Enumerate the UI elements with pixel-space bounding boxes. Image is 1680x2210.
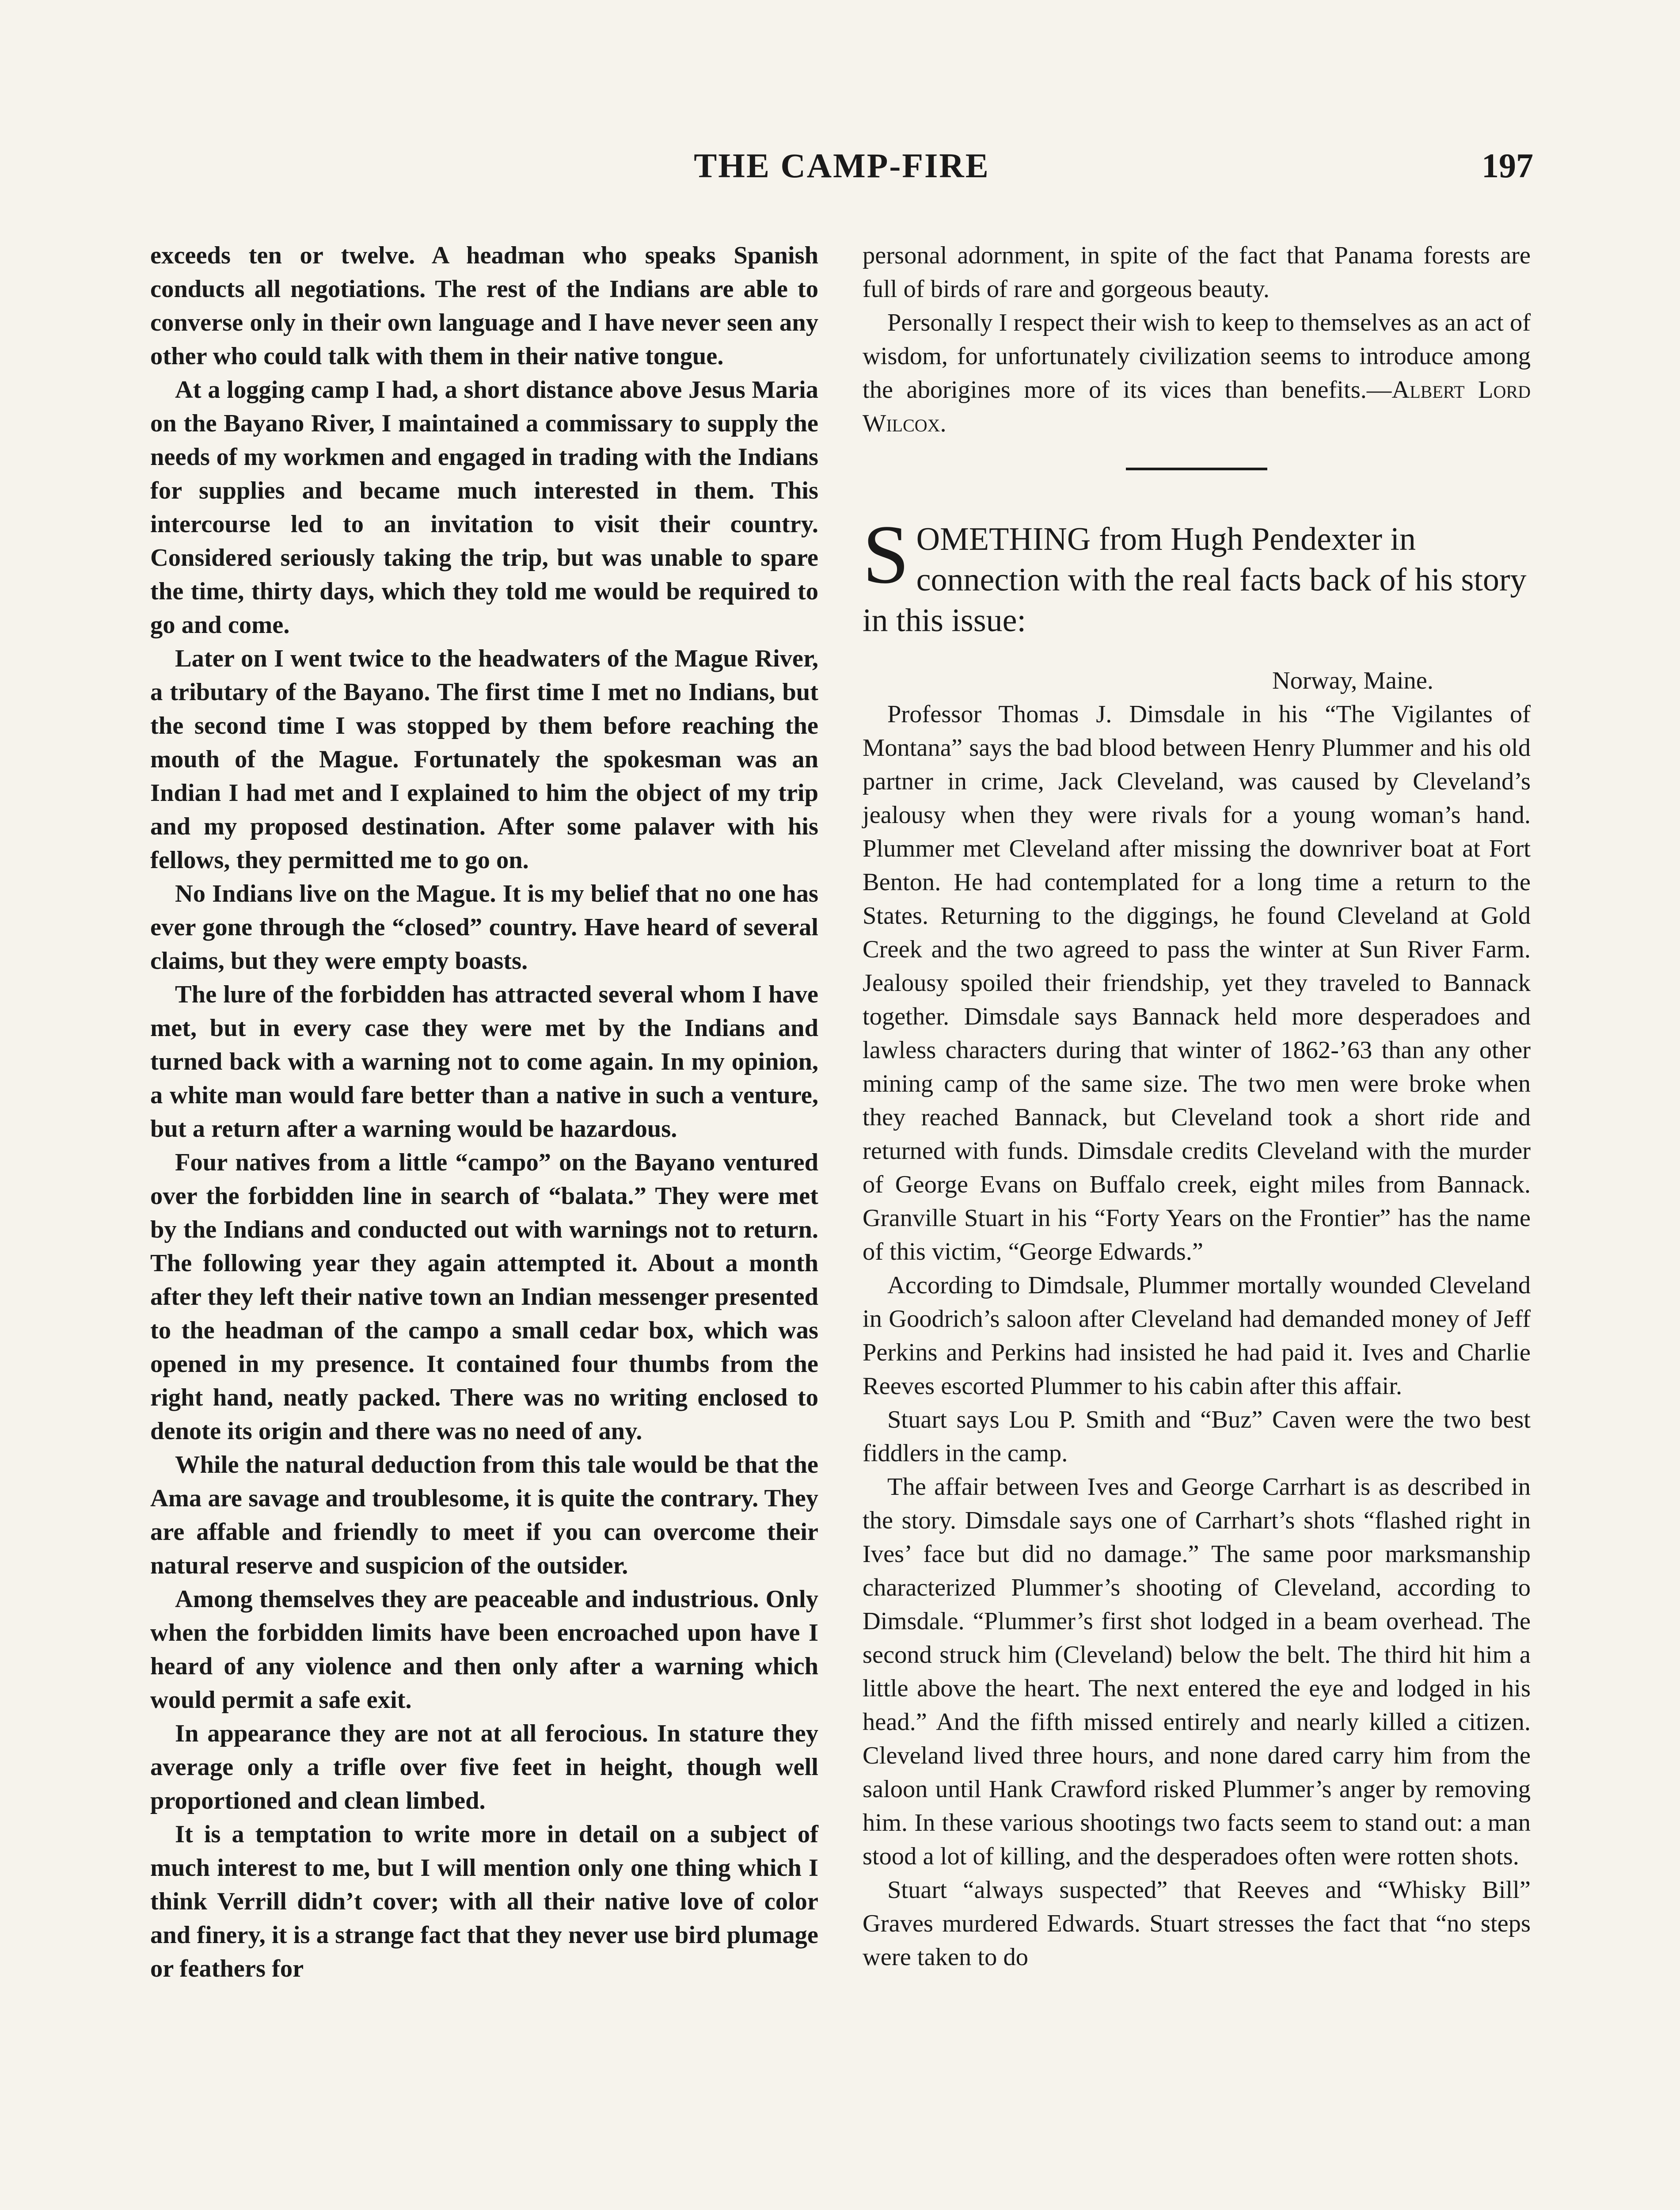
page-number: 197: [1482, 146, 1533, 185]
intro-text: OMETHING from Hugh Pendexter in connection with the real facts back of his story in this issue:: [863, 521, 1527, 639]
section-intro: [863, 508, 1531, 641]
paragraph: Stuart “always suspected” that Reeves and “Whisky Bill” Graves murdered Edwards. Stuart stresses the fact that “no steps were taken to do: [863, 1876, 1531, 1971]
paragraph: Professor Thomas J. Dimsdale in his “The Vigilantes of Montana” says the bad blood between Henry Plummer and his old partner in crime, Jack Cleveland, was caused by Cleveland’s jealousy when they were rivals for a young woman’s hand. Plummer met Cleveland after missing the downriver boat at Fort Benton. He had contemplated for a long time a return to the States. Returning to the diggings, he found Cleveland at Gold Creek and the two agreed to pass the winter at Sun River Farm. Jealousy spoiled their friendship, yet they traveled to Bannack together. Dimsdale says Bannack held more desperadoes and lawless characters during that winter of 1862-’63 than any other mining camp of the same size. The two men were broke when they reached Bannack, but Cleveland took a short ride and returned with funds. Dimsdale credits Cleveland with the murder of George Evans on Buffalo creek, eight miles from Bannack. Granville Stuart in his “Forty Years on the Frontier” has the name of this victim, “George Edwards.”: [863, 701, 1531, 1265]
drop-cap: S: [863, 508, 909, 601]
paragraph: Later on I went twice to the headwaters of the Mague River, a tributary of the Bayano. The first time I met no Indians, but the second time I was stopped by them before reaching the mouth of the Mague. Fortunately the spokesman was an Indian I had met and I explained to him the object of my trip and my proposed destination. After some palaver with his fellows, they permitted me to go on.: [150, 645, 818, 874]
paragraph: In appearance they are not at all ferocious. In stature they average only a trifle over five feet in height, though well proportioned and clean limbed.: [150, 1720, 818, 1814]
signature: Albert Lord Wilcox.: [863, 376, 1531, 437]
paragraph: exceeds ten or twelve. A headman who speaks Spanish conducts all negotiations. The rest of the Indians are able to converse only in their own language and I have never seen any other who could talk with them in their native tongue.: [150, 242, 818, 370]
paragraph: The lure of the forbidden has attracted several whom I have met, but in every case they were met by the Indians and turned back with a warning not to come again. In my opinion, a white man would fare better than a native in such a venture, but a return after a warning would be hazardous.: [150, 981, 818, 1143]
paragraph: personal adornment, in spite of the fact that Panama forests are full of birds of rare and gorgeous beauty.: [863, 242, 1531, 303]
paragraph: While the natural deduction from this tale would be that the Ama are savage and troublesome, it is quite the contrary. They are affable and friendly to meet if you can overcome their natural reserve and suspicion of the outsider.: [150, 1451, 818, 1579]
paragraph: The affair between Ives and George Carrhart is as described in the story. Dimsdale says one of Carrhart’s shots “flashed right in Ives’ face but did no damage.” The same poor marksmanship characterized Plummer’s shooting of Cleveland, according to Dimsdale. “Plummer’s first shot lodged in a beam overhead. The second struck him (Cleveland) below the belt. The third hit him a little above the heart. The next entered the eye and lodged in his head.” And the fifth missed entirely and nearly killed a citizen. Cleveland lived three hours, and none dared carry him from the saloon until Hank Crawford risked Plummer’s anger by removing him. In these various shootings two facts seem to stand out: a man stood a lot of killing, and the desperadoes often were rotten shots.: [863, 1473, 1531, 1870]
paragraph: Four natives from a little “campo” on the Bayano ventured over the forbidden line in search of “balata.” They were met by the Indians and conducted out with warnings not to return. The following year they again attempted it. About a month after they left their native town an Indian messenger presented to the headman of the campo a small cedar box, which was opened in my presence. It contained four thumbs from the right hand, neatly packed. There was no writing enclosed to denote its origin and there was no need of any.: [150, 1149, 818, 1445]
paragraph: Stuart says Lou P. Smith and “Buz” Caven were the two best fiddlers in the camp.: [863, 1406, 1531, 1467]
paragraph: Among themselves they are peaceable and industrious. Only when the forbidden limits have been encroached upon have I heard of any violence and then only after a warning which would permit a safe exit.: [150, 1585, 818, 1714]
right-column: [863, 239, 1531, 1974]
paragraph: It is a temptation to write more in detail on a subject of much interest to me, but I will mention only one thing which I think Verrill didn’t cover; with all their native love of color and finery, it is a strange fact that they never use bird plumage or feathers for: [150, 1821, 818, 1982]
dateline: Norway, Maine.: [1272, 667, 1433, 694]
paragraph: No Indians live on the Mague. It is my belief that no one has ever gone through the “closed” country. Have heard of several claims, but they were empty boasts.: [150, 880, 818, 975]
section-divider: [1126, 468, 1267, 470]
left-column: [150, 239, 818, 1985]
paragraph: According to Dimdsale, Plummer mortally wounded Cleveland in Goodrich’s saloon after Cleveland had demanded money of Jeff Perkins and Perkins had insisted he had paid it. Ives and Charlie Reeves escorted Plummer to his cabin after this affair.: [863, 1272, 1531, 1400]
running-head: [150, 146, 1533, 194]
page-title: THE CAMP-FIRE: [694, 146, 990, 185]
paragraph: At a logging camp I had, a short distance above Jesus Maria on the Bayano River, I maintained a commissary to supply the needs of my workmen and engaged in trading with the Indians for supplies and became much interested in them. This intercourse led to an invitation to visit their country. Considered seriously taking the trip, but was unable to spare the time, thirty days, which they told me would be required to go and come.: [150, 376, 818, 639]
paragraph-text: Personally I respect their wish to keep to themselves as an act of wisdom, for unfortunately civilization seems to introduce among the aborigines more of its vices than benefits.—: [863, 309, 1531, 404]
paragraph-with-signature: [863, 306, 1531, 440]
